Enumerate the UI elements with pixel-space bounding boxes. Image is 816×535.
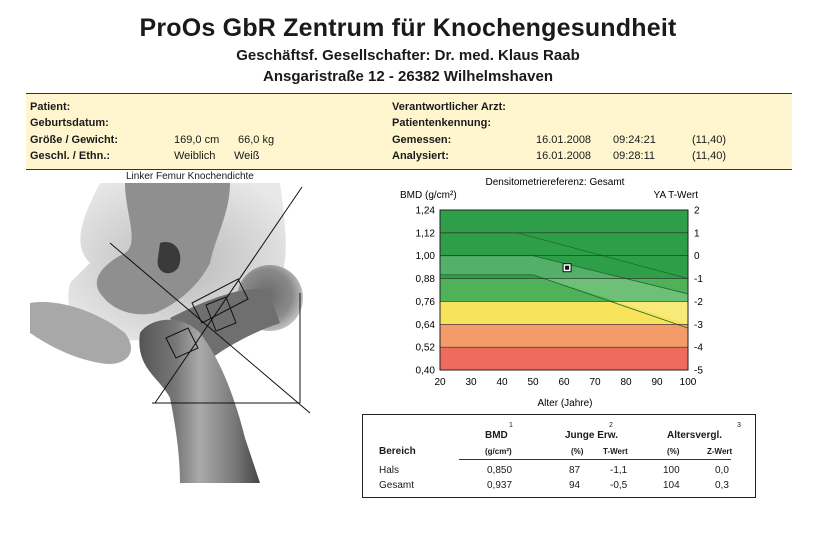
y-tick-label: 0,64 [415,319,435,331]
clinic-subtitle: Geschäftsf. Gesellschafter: Dr. med. Klaus Raab [236,47,580,64]
col-young-adult: Junge Erw. [565,430,618,441]
clinic-address: Ansgaristraße 12 - 26382 Wilhelmshaven [263,68,553,85]
t-tick-label: -2 [694,296,703,308]
patient-info-box [26,93,792,170]
col-area: Bereich [379,446,416,457]
analyzed-time: 09:28:11 [613,150,656,162]
row-area: Hals [379,465,400,476]
y-tick-label: 0,52 [415,342,435,354]
row-ya-pct: 94 [569,480,581,491]
x-tick-label: 50 [527,377,539,388]
patient-point [565,266,569,270]
chart-xlabel: Alter (Jahre) [537,398,593,409]
col-am-pct: (%) [667,447,680,456]
row-am-pct: 100 [663,465,680,476]
y-tick-label: 1,24 [415,205,435,217]
y-tick-label: 0,88 [415,274,435,286]
t-tick-label: -4 [694,342,703,354]
chart-band [440,324,688,347]
t-tick-label: 0 [694,251,700,263]
x-tick-label: 90 [651,377,663,388]
femur-scan-image [30,183,350,483]
col-age-matched: Altersvergl. [667,430,723,441]
clinic-title: ProOs GbR Zentrum für Knochengesundheit [139,14,677,42]
analyzed-code: (11,40) [692,150,727,162]
doctor-label: Verantwortlicher Arzt: [392,101,506,113]
row-bmd: 0,937 [487,480,513,491]
x-tick-label: 70 [589,377,601,388]
col-bmd: BMD [485,430,508,441]
row-z-score: 0,0 [715,465,729,476]
col-z-score: Z-Wert [707,447,733,456]
y-tick-label: 0,76 [415,296,435,308]
col-ya-pct: (%) [571,447,584,456]
size-value: 169,0 cm [174,134,220,146]
col-t-score: T-Wert [603,447,628,456]
sex-ethn-label: Geschl. / Ethn.: [30,150,111,162]
y-tick-label: 0,40 [415,365,435,377]
x-tick-label: 80 [620,377,632,388]
analyzed-label: Analysiert: [392,150,449,162]
y-tick-label: 1,12 [415,228,435,240]
x-tick-label: 30 [465,377,477,388]
x-tick-label: 60 [558,377,570,388]
weight-value: 66,0 kg [238,134,275,146]
measured-code: (11,40) [692,134,727,146]
patient-label: Patient: [30,101,71,113]
t-tick-label: 1 [694,228,700,240]
header-divider [459,459,731,460]
y-tick-label: 1,00 [415,251,435,263]
x-tick-label: 40 [496,377,508,388]
analyzed-date: 16.01.2008 [536,150,592,162]
birthdate-label: Geburtsdatum: [30,117,109,129]
t-tick-label: -1 [694,274,703,286]
row-z-score: 0,3 [715,480,729,491]
row-area: Gesamt [379,480,415,491]
t-tick-label: 2 [694,205,700,217]
row-t-score: -0,5 [610,480,628,491]
row-am-pct: 104 [663,480,680,491]
chart-band [440,347,688,370]
scan-title: Linker Femur Knochendichte [126,171,254,182]
row-ya-pct: 87 [569,465,581,476]
t-tick-label: -3 [694,319,703,331]
chart-ylabel: BMD (g/cm²) [400,190,457,201]
t-tick-label: -5 [694,365,703,377]
col-bmd-unit: (g/cm²) [485,447,512,456]
measured-label: Gemessen: [392,134,452,146]
measured-date: 16.01.2008 [536,134,592,146]
x-tick-label: 100 [679,377,697,388]
young-footnote: 2 [609,422,613,429]
age-footnote: 3 [737,422,741,429]
row-t-score: -1,1 [610,465,628,476]
chart-y2label: YA T-Wert [653,190,698,201]
patient-id-label: Patientenkennung: [392,117,492,129]
row-bmd: 0,850 [487,465,513,476]
results-table [362,414,756,498]
measured-time: 09:24:21 [613,134,656,146]
chart-title: Densitometriereferenz: Gesamt [485,177,625,188]
ethn-value: Weiß [234,150,260,162]
size-weight-label: Größe / Gewicht: [30,134,119,146]
bmd-reference-chart [400,172,720,412]
x-tick-label: 20 [434,377,446,388]
bmd-footnote: 1 [509,422,513,429]
sex-value: Weiblich [174,150,216,162]
